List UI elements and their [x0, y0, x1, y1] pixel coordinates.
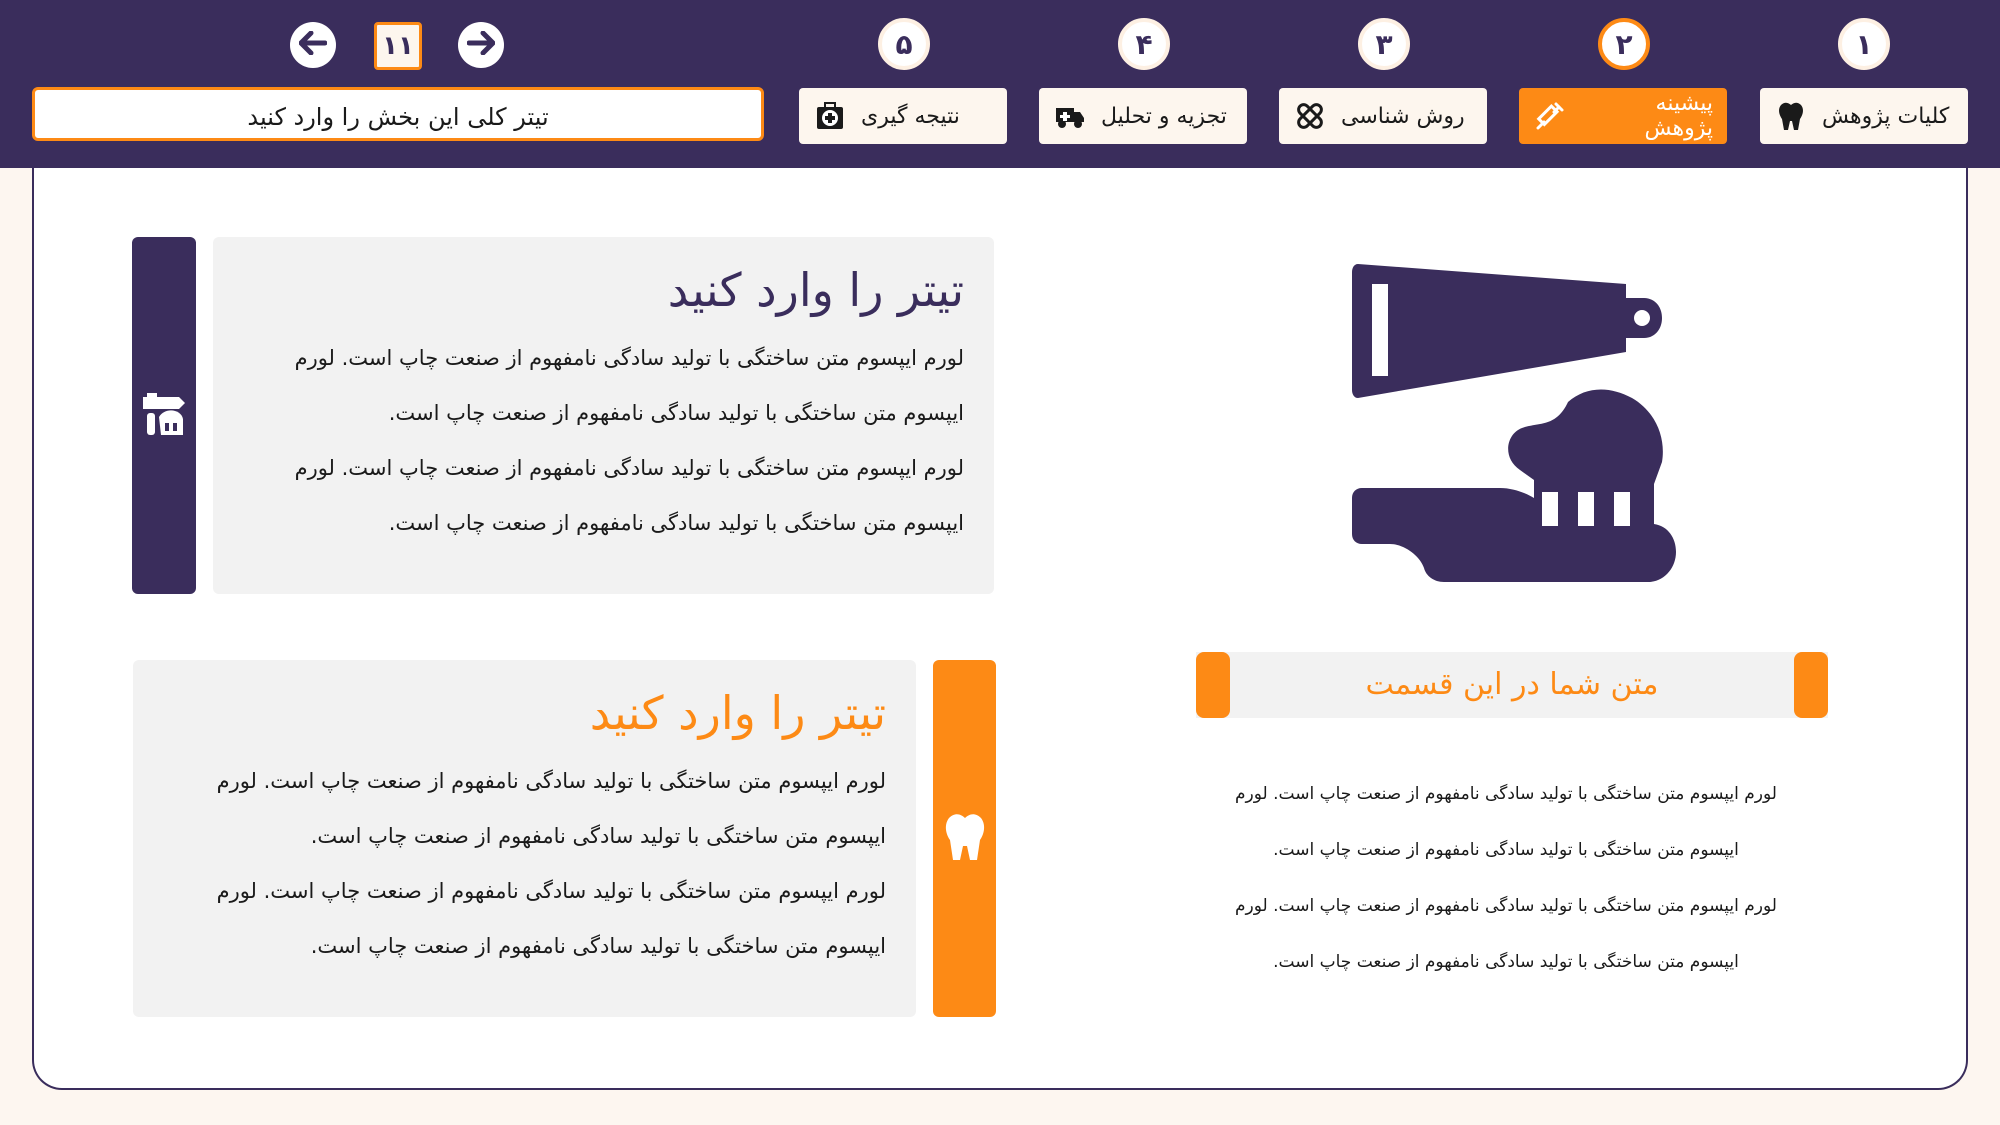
- card-2-title: تیتر را وارد کنید: [589, 686, 886, 740]
- step-number-1: ۱: [1838, 18, 1890, 70]
- step-label-2: پیشینه پژوهش: [1644, 91, 1713, 141]
- step-button-5[interactable]: [799, 88, 1007, 144]
- card-1: [213, 237, 994, 594]
- step-button-2[interactable]: [1519, 88, 1727, 144]
- card-2-line-1: لورم ایپسوم متن ساختگی با تولید سادگی نامفهوم از صنعت چاپ است. لورم: [216, 769, 886, 793]
- page-number-badge: ۱۱: [374, 22, 422, 70]
- step-number-5: ۵: [878, 18, 930, 70]
- step-label-5: نتیجه گیری: [861, 103, 960, 129]
- step-button-1[interactable]: [1760, 88, 1968, 144]
- feature-subtitle: متن شما در این قسمت: [1365, 667, 1659, 702]
- tooth-icon: [1774, 99, 1808, 133]
- step-label-1: کلیات پژوهش: [1822, 103, 1950, 129]
- top-navigation-bar: [0, 0, 2000, 168]
- card-1-line-1: لورم ایپسوم متن ساختگی با تولید سادگی نامفهوم از صنعت چاپ است. لورم: [294, 346, 964, 370]
- card-2-line-4: ایپسوم متن ساختگی با تولید سادگی نامفهوم از صنعت چاپ است.: [310, 934, 886, 958]
- bandage-icon: [1293, 99, 1327, 133]
- subtitle-cap-right: [1794, 652, 1828, 718]
- card-1-line-3: لورم ایپسوم متن ساختگی با تولید سادگی نامفهوم از صنعت چاپ است. لورم: [294, 456, 964, 480]
- arrow-right-icon: [467, 31, 495, 59]
- card-2: [133, 660, 916, 1017]
- card-1-title: تیتر را وارد کنید: [667, 263, 964, 317]
- ambulance-icon: [1053, 99, 1087, 133]
- syringe-icon: [1533, 99, 1567, 133]
- feature-line-3: لورم ایپسوم متن ساختگی با تولید سادگی نامفهوم از صنعت چاپ است. لورم: [1235, 896, 1777, 916]
- subtitle-cap-left: [1196, 652, 1230, 718]
- tooth-icon: [943, 812, 987, 866]
- step-button-4[interactable]: [1039, 88, 1247, 144]
- toothpaste-and-toothbrush-icon: [1350, 262, 1676, 584]
- step-number-4: ۴: [1118, 18, 1170, 70]
- medical-kit-icon: [813, 99, 847, 133]
- toothbrush-icon: [139, 389, 189, 443]
- card-1-accent-bar: [132, 237, 196, 594]
- feature-line-4: ایپسوم متن ساختگی با تولید سادگی نامفهوم از صنعت چاپ است.: [1273, 952, 1739, 972]
- card-2-line-2: ایپسوم متن ساختگی با تولید سادگی نامفهوم از صنعت چاپ است.: [310, 824, 886, 848]
- step-label-4: تجزیه و تحلیل: [1101, 103, 1227, 129]
- section-title-field[interactable]: تیتر کلی این بخش را وارد کنید: [32, 87, 764, 141]
- step-button-3[interactable]: [1279, 88, 1487, 144]
- step-label-3: روش شناسی: [1341, 103, 1465, 129]
- card-1-line-4: ایپسوم متن ساختگی با تولید سادگی نامفهوم از صنعت چاپ است.: [388, 511, 964, 535]
- previous-arrow-button[interactable]: [290, 22, 336, 68]
- card-1-line-2: ایپسوم متن ساختگی با تولید سادگی نامفهوم از صنعت چاپ است.: [388, 401, 964, 425]
- card-2-line-3: لورم ایپسوم متن ساختگی با تولید سادگی نامفهوم از صنعت چاپ است. لورم: [216, 879, 886, 903]
- feature-line-2: ایپسوم متن ساختگی با تولید سادگی نامفهوم از صنعت چاپ است.: [1273, 840, 1739, 860]
- next-arrow-button[interactable]: [458, 22, 504, 68]
- step-number-2: ۲: [1598, 18, 1650, 70]
- card-2-accent-bar: [933, 660, 996, 1017]
- feature-line-1: لورم ایپسوم متن ساختگی با تولید سادگی نامفهوم از صنعت چاپ است. لورم: [1235, 784, 1777, 804]
- step-number-3: ۳: [1358, 18, 1410, 70]
- feature-paragraph: [1206, 766, 1806, 990]
- arrow-left-icon: [299, 31, 327, 59]
